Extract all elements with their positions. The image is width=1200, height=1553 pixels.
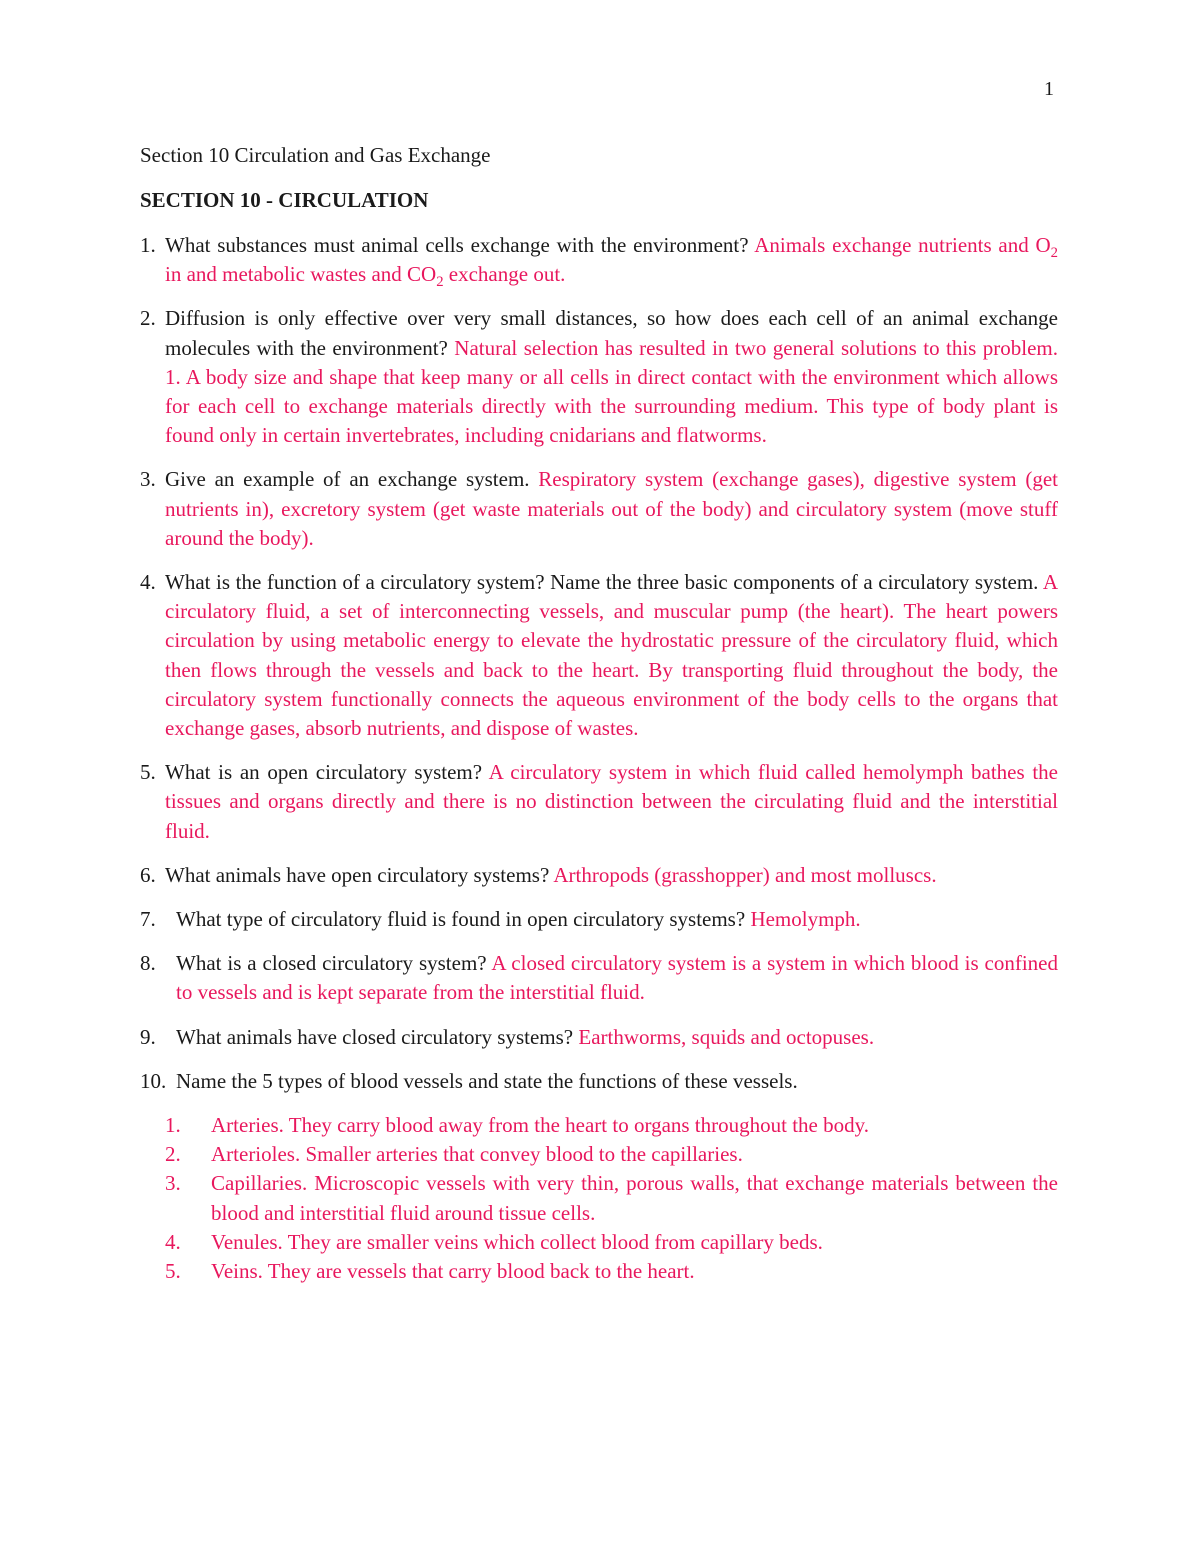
document-title: Section 10 Circulation and Gas Exchange	[140, 143, 491, 167]
question-item	[140, 465, 1058, 553]
question-item	[140, 304, 1058, 450]
vessel-text: Arterioles. Smaller arteries that convey blood to the capillaries.	[211, 1142, 743, 1167]
question-number: 1.	[140, 233, 156, 257]
answer-text: A closed circulatory system is a system in which blood is confined to vessels and is kept separate from the interstitial fluid.	[176, 951, 1058, 1005]
section-heading: SECTION 10 - CIRCULATION	[140, 188, 429, 212]
vessel-number: 1.	[165, 1113, 181, 1138]
question-number: 4.	[140, 570, 156, 595]
question-text: What type of circulatory fluid is found in open circulatory systems?	[176, 907, 751, 932]
question-item	[140, 861, 1058, 890]
question-number: 2.	[140, 306, 156, 331]
question-item	[140, 949, 1058, 1007]
question-item	[140, 1023, 1058, 1052]
answer-text: Arthropods (grasshopper) and most molluscs.	[553, 862, 937, 887]
question-number: 6.	[140, 862, 156, 887]
question-text: Give an example of an exchange system.	[165, 467, 539, 492]
vessel-item	[165, 1169, 1058, 1227]
question-text: What is the function of a circulatory system? Name the three basic components of a circulatory system.	[165, 570, 1043, 595]
answer-text: Animals exchange nutrients and $O_2$ in and metabolic wastes and $CO_2$ exchange out.	[165, 233, 1058, 291]
answer-text: Hemolymph.	[750, 907, 861, 932]
vessel-number: 4.	[165, 1229, 181, 1254]
vessel-text: Capillaries. Microscopic vessels with very thin, porous walls, that exchange materials between the blood and interstitial fluid around tissue cells.	[211, 1171, 1058, 1225]
question-text: What is a closed circulatory system?	[176, 951, 492, 976]
answer-text: A circulatory fluid, a set of interconnecting vessels, and muscular pump (the heart). The heart powers circulation by using metabolic energy to elevate the hydrostatic pressure of the circulatory fluid, which then flows through the vessels and back to the heart. By transporting fluid throughout the body, the circulatory system functionally connects the aqueous environment of the body cells to the organs that exchange gases, absorb nutrients, and dispose of wastes.	[165, 570, 1058, 741]
question-item	[140, 905, 1058, 934]
answer-text: Natural selection has resulted in two general solutions to this problem. 1. A body size and shape that keep many or all cells in direct contact with the environment which allows for each cell to exchange materials directly with the surrounding medium. This type of body plant is found only in certain invertebrates, including cnidarians and flatworms.	[165, 335, 1058, 448]
vessel-item	[165, 1140, 1058, 1169]
vessel-item	[165, 1257, 1058, 1286]
question-number: 9.	[140, 1024, 156, 1049]
question-number: 5.	[140, 760, 156, 785]
question-text: What is an open circulatory system?	[165, 760, 489, 785]
question-number: 8.	[140, 951, 156, 976]
question-item	[140, 758, 1058, 846]
question-number: 3.	[140, 467, 156, 492]
answer-text: Earthworms, squids and octopuses.	[578, 1024, 875, 1049]
vessel-item	[165, 1228, 1058, 1257]
vessel-number: 3.	[165, 1171, 181, 1196]
vessel-list	[165, 1111, 1058, 1286]
question-text: Name the 5 types of blood vessels and state the functions of these vessels.	[176, 1068, 798, 1093]
question-text: What animals have closed circulatory systems?	[176, 1024, 579, 1049]
question-text: What animals have open circulatory systems?	[165, 862, 554, 887]
answer-text: A circulatory system in which fluid called hemolymph bathes the tissues and organs directly and there is no distinction between the circulating fluid and the interstitial fluid.	[165, 760, 1058, 843]
question-item	[140, 231, 1058, 289]
question-item	[140, 568, 1058, 743]
question-text: Diffusion is only effective over very small distances, so how does each cell of an animal exchange molecules with the environment?	[165, 306, 1058, 360]
page-number: 1	[1044, 78, 1054, 100]
question-number: 10.	[140, 1068, 167, 1093]
vessel-item	[165, 1111, 1058, 1140]
vessel-number: 2.	[165, 1142, 181, 1167]
vessel-text: Venules. They are smaller veins which collect blood from capillary beds.	[211, 1229, 823, 1254]
question-list	[140, 231, 1058, 1286]
vessel-number: 5.	[165, 1259, 181, 1284]
vessel-text: Veins. They are vessels that carry blood back to the heart.	[211, 1259, 695, 1284]
answer-text: Respiratory system (exchange gases), digestive system (get nutrients in), excretory system (get waste materials out of the body) and circulatory system (move stuff around the body).	[165, 467, 1058, 550]
question-number: 7.	[140, 907, 156, 932]
vessel-text: Arteries. They carry blood away from the heart to organs throughout the body.	[211, 1113, 870, 1138]
question-text: What substances must animal cells exchange with the environment?	[165, 233, 755, 257]
question-item	[140, 1067, 1058, 1096]
